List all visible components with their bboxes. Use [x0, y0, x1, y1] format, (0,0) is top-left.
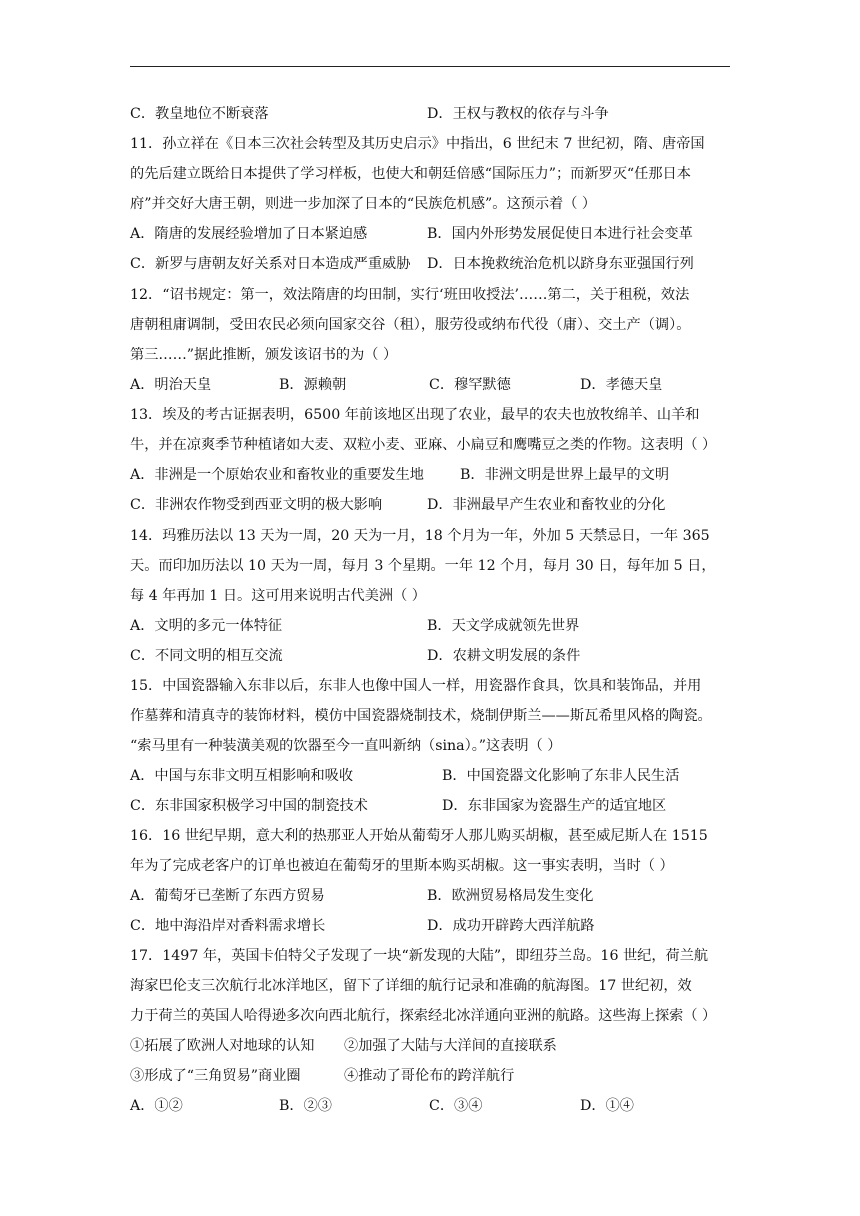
question-12-stem-line-2: 唐朝租庸调制，受田农民必须向国家交谷（租），服劳役或纳布代役（庸）、交土产（调）。 — [130, 317, 691, 333]
question-15-stem-line-2: 作墓葬和清真寺的装饰材料，模仿中国瓷器烧制技术，烧制伊斯兰——斯瓦希里风格的陶瓷。 — [130, 708, 712, 724]
header-rule — [130, 66, 730, 67]
option-b: B．国内外形势发展促使日本进行社会变革 — [427, 226, 693, 242]
option-c: C．不同文明的相互交流 — [130, 648, 283, 664]
option-c: C．非洲农作物受到西亚文明的极大影响 — [130, 497, 383, 513]
question-17-stem-line-1: 17．1497 年，英国卡伯特父子发现了一块“新发现的大陆”，即纽芬兰岛。16 世纪，荷兰航 — [130, 948, 709, 964]
option-d: D．孝德天皇 — [580, 377, 663, 393]
question-14-stem-line-3: 每 4 年再加 1 日。这可用来说明古代美洲（ ） — [130, 588, 426, 604]
option-c: C．地中海沿岸对香料需求增长 — [130, 918, 326, 934]
option-b: B．欧洲贸易格局发生变化 — [427, 888, 594, 904]
option-d: D．农耕文明发展的条件 — [427, 648, 581, 664]
question-12-stem-line-3: 第三……”据此推断，颁发该诏书的为（ ） — [130, 347, 398, 363]
option-c: C．教皇地位不断衰落 — [130, 106, 269, 122]
option-d: D．东非国家为瓷器生产的适宜地区 — [442, 798, 667, 814]
option-d: D．日本挽救统治危机以跻身东亚强国行列 — [427, 256, 694, 272]
option-a: A．隋唐的发展经验增加了日本紧迫感 — [130, 226, 368, 242]
option-d: D．王权与教权的依存与斗争 — [427, 106, 609, 122]
question-16-stem-line-2: 年为了完成老客户的订单也被迫在葡萄牙的里斯本购买胡椒。这一事实表明，当时（ ） — [130, 858, 674, 874]
option-c: C．③④ — [429, 1098, 483, 1114]
question-16-stem-line-1: 16．16 世纪早期，意大利的热那亚人开始从葡萄牙人那儿购买胡椒，甚至威尼斯人在 1515 — [130, 828, 708, 844]
option-a: A．文明的多元一体特征 — [130, 618, 283, 634]
option-b: B．非洲文明是世界上最早的文明 — [460, 467, 670, 483]
question-15-stem-line-1: 15．中国瓷器输入东非以后，东非人也像中国人一样，用瓷器作食具，饮具和装饰品，并用 — [130, 678, 702, 694]
question-13-stem-line-2: 牛，并在凉爽季节种植诸如大麦、双粒小麦、亚麻、小扁豆和鹰嘴豆之类的作物。这表明（ ） — [130, 437, 717, 453]
option-b: B．源赖朝 — [279, 377, 347, 393]
option-a: A．非洲是一个原始农业和畜牧业的重要发生地 — [130, 467, 424, 483]
option-a: A．葡萄牙已垄断了东西方贸易 — [130, 888, 325, 904]
statement-item: ②加强了大陆与大洋间的直接联系 — [344, 1038, 557, 1054]
option-d: D．成功开辟跨大西洋航路 — [427, 918, 595, 934]
question-11-stem-line-2: 的先后建立既给日本提供了学习样板，也使大和朝廷倍感“国际压力”；而新罗灭“任那日本 — [130, 166, 691, 182]
option-d: D．非洲最早产生农业和畜牧业的分化 — [427, 497, 666, 513]
question-11-stem-line-3: 府”并交好大唐王朝，则进一步加深了日本的“民族危机感”。这预示着（ ） — [130, 196, 597, 212]
option-a: A．①② — [130, 1098, 183, 1114]
question-17-stem-line-2: 海家巴伦支三次航行北冰洋地区，留下了详细的航行记录和准确的航海图。17 世纪初，效 — [130, 978, 692, 994]
question-17-stem-line-3: 力于荷兰的英国人哈得逊多次向西北航行，探索经北冰洋通向亚洲的航路。这些海上探索（ ） — [130, 1008, 717, 1024]
question-13-stem-line-1: 13．埃及的考古证据表明，6500 年前该地区出现了农业，最早的农夫也放牧绵羊、山羊和 — [130, 407, 700, 423]
question-11-stem-line-1: 11．孙立祥在《日本三次社会转型及其历史启示》中指出，6 世纪末 7 世纪初，隋、唐帝国 — [130, 136, 705, 152]
option-a: A．中国与东非文明互相影响和吸收 — [130, 768, 354, 784]
question-12-stem-line-1: 12．“诏书规定：第一，效法隋唐的均田制，实行‘班田收授法’……第二，关于租税，效法 — [130, 287, 690, 303]
option-b: B．中国瓷器文化影响了东非人民生活 — [442, 768, 680, 784]
option-d: D．①④ — [580, 1098, 634, 1114]
option-a: A．明治天皇 — [130, 377, 212, 393]
statement-item: ③形成了“三角贸易”商业圈 — [130, 1068, 301, 1084]
question-14-stem-line-2: 天。而印加历法以 10 天为一周，每月 3 个星期。一年 12 个月，每月 30 日，每年加 5 日， — [130, 558, 716, 574]
statement-item: ④推动了哥伦布的跨洋航行 — [344, 1068, 515, 1084]
option-b: B．②③ — [279, 1098, 332, 1114]
question-15-stem-line-3: “索马里有一种装潢美观的饮器至今一直叫新纳（sina）。”这表明（ ） — [130, 738, 562, 754]
option-b: B．天文学成就领先世界 — [427, 618, 580, 634]
option-c: C．穆罕默德 — [429, 377, 511, 393]
option-c: C．新罗与唐朝友好关系对日本造成严重威胁 — [130, 256, 411, 272]
question-14-stem-line-1: 14．玛雅历法以 13 天为一周，20 天为一月，18 个月为一年，外加 5 天禁忌日，一年 365 — [130, 528, 710, 544]
option-c: C．东非国家积极学习中国的制瓷技术 — [130, 798, 368, 814]
statement-item: ①拓展了欧洲人对地球的认知 — [130, 1038, 315, 1054]
